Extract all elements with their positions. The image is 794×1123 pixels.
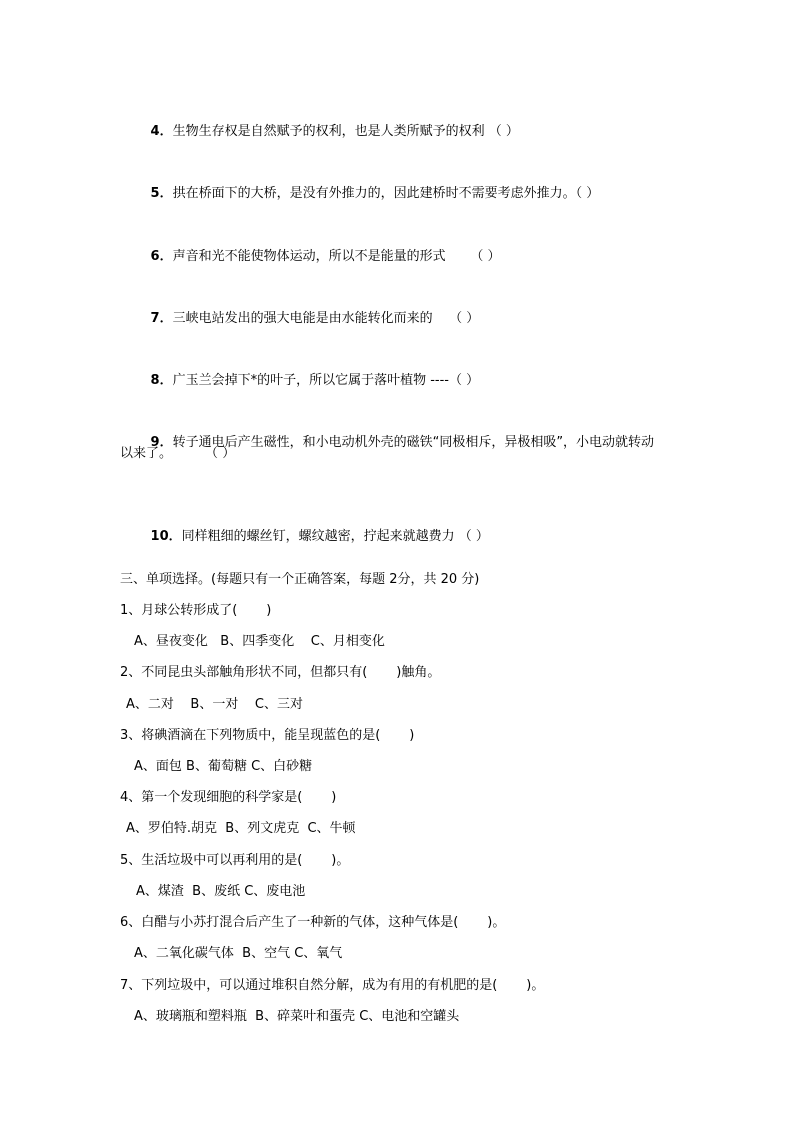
item-number: 8． bbox=[150, 373, 173, 388]
item-number: 6． bbox=[150, 249, 173, 264]
question-7: 7、下列垃圾中，可以通过堆积自然分解，成为有用的有机肥的是( )。 bbox=[120, 978, 545, 993]
question-6-options: A、二氧化碳气体 B、空气 C、氧气 bbox=[134, 946, 343, 961]
question-5: 5、生活垃圾中可以再利用的是( )。 bbox=[120, 853, 350, 868]
item-number: 10． bbox=[150, 529, 182, 544]
question-7-options: A、玻璃瓶和塑料瓶 B、碎菜叶和蛋壳 C、电池和空罐头 bbox=[134, 1009, 460, 1024]
question-1-options: A、昼夜变化 B、四季变化 C、月相变化 bbox=[134, 634, 385, 649]
question-3-options: A、面包 B、葡萄糖 C、白砂糖 bbox=[134, 759, 313, 774]
question-4-options: A、罗伯特.胡克 B、列文虎克 C、牛顿 bbox=[126, 821, 356, 836]
question-5-options: A、煤渣 B、废纸 C、废电池 bbox=[136, 884, 306, 899]
judgement-item-8 bbox=[134, 351, 480, 388]
item-number: 7． bbox=[150, 311, 173, 326]
judgement-item-6 bbox=[134, 227, 501, 264]
judgement-item-9-continuation: 以来了。 （ ） bbox=[120, 446, 236, 461]
item-text: 拱在桥面下的大桥，是没有外推力的，因此建桥时不需要考虑外推力。（ ） bbox=[172, 186, 600, 201]
judgement-item-4 bbox=[134, 102, 519, 139]
question-3: 3、将碘酒滴在下列物质中，能呈现蓝色的是( ) bbox=[120, 728, 415, 743]
question-1: 1、月球公转形成了( ) bbox=[120, 603, 272, 618]
item-text: 生物生存权是自然赋予的权利，也是人类所赋予的权利 （ ） bbox=[172, 124, 519, 139]
judgement-item-7 bbox=[134, 289, 480, 326]
section-title: 三、单项选择。(每题只有一个正确答案，每题 2分，共 20 分) bbox=[120, 572, 480, 587]
question-4: 4、第一个发现细胞的科学家是( ) bbox=[120, 790, 337, 805]
item-number: 5． bbox=[150, 186, 173, 201]
item-text: 广玉兰会掉下*的叶子，所以它属于落叶植物 ----（ ） bbox=[172, 373, 480, 388]
question-2-options: A、二对 B、一对 C、三对 bbox=[126, 697, 303, 712]
item-number: 9． bbox=[150, 435, 173, 450]
question-2: 2、不同昆虫头部触角形状不同，但都只有( )触角。 bbox=[120, 665, 441, 680]
item-text: 三峡电站发出的强大电能是由水能转化而来的 （ ） bbox=[172, 311, 480, 326]
judgement-item-9 bbox=[134, 413, 655, 450]
item-number: 4． bbox=[150, 124, 173, 139]
item-text: 同样粗细的螺丝钉，螺纹越密，拧起来就越费力 （ ） bbox=[181, 529, 489, 544]
item-text: 转子通电后产生磁性，和小电动机外壳的磁铁“同极相斥，异极相吸”，小电动就转动 bbox=[172, 435, 655, 450]
judgement-item-5 bbox=[134, 164, 600, 201]
item-text: 声音和光不能使物体运动，所以不是能量的形式 （ ） bbox=[172, 249, 501, 264]
judgement-item-10 bbox=[134, 507, 489, 544]
question-6: 6、白醋与小苏打混合后产生了一种新的气体，这种气体是( )。 bbox=[120, 915, 506, 930]
